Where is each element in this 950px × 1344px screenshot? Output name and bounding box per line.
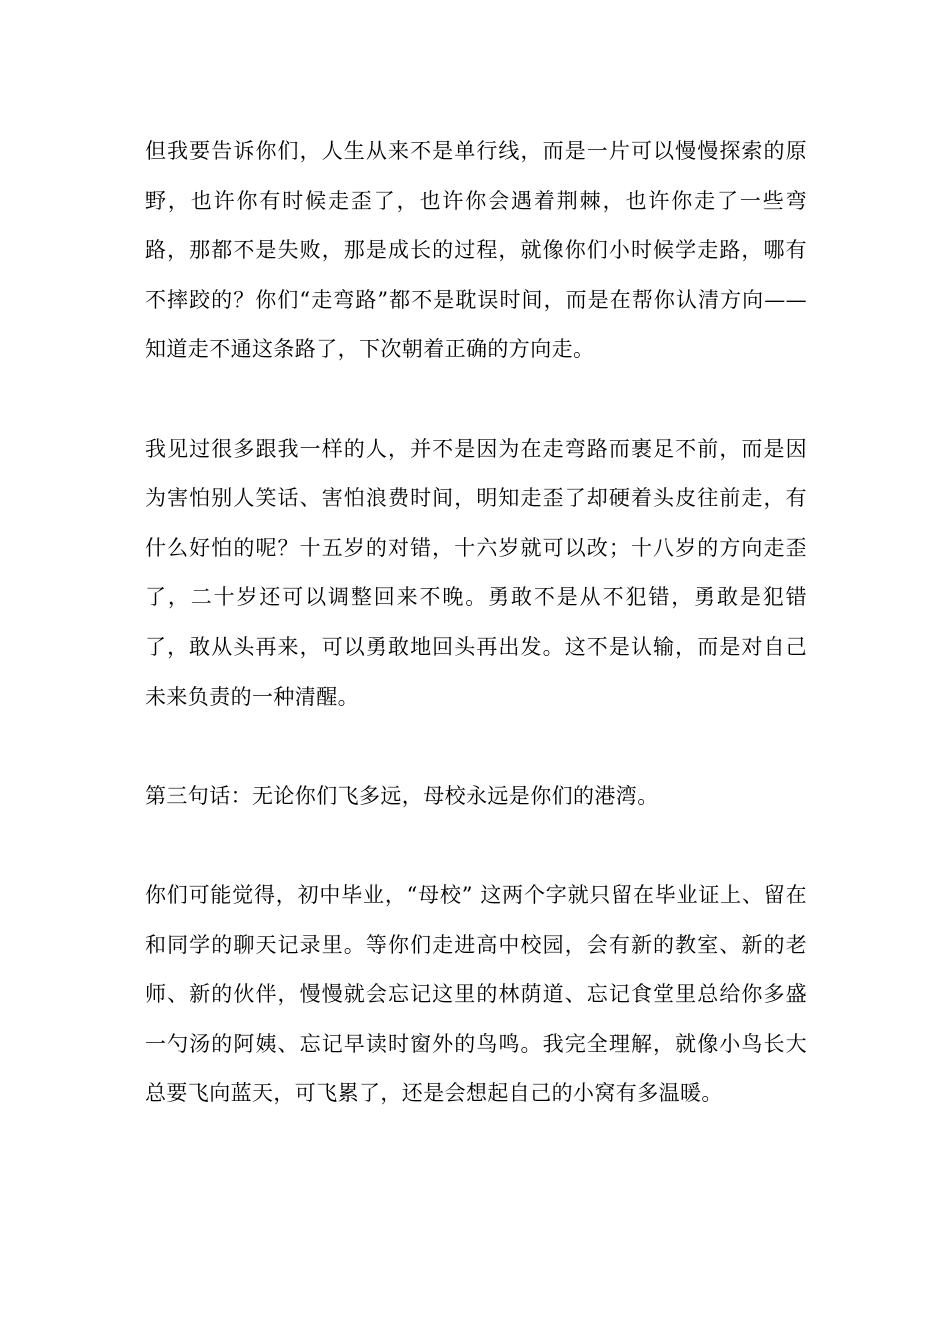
paragraph-wrong-paths: 但我要告诉你们，人生从来不是单行线，而是一片可以慢慢探索的原野，也许你有时候走歪了，也许你会遇着荆棘，也许你走了一些弯路，那都不是失败，那是成长的过程，就像你们小时候学走路，哪有不摔跤的？你们“走弯路”都不是耽误时间，而是在帮你认清方向——知道走不通这条路了，下次朝着正确的方向走。	[145, 139, 807, 362]
paragraph-third-point: 第三句话：无论你们飞多远，母校永远是你们的港湾。	[145, 783, 659, 808]
paragraph-courage: 我见过很多跟我一样的人，并不是因为在走弯路而裹足不前，而是因为害怕别人笑话、害怕浪费时间，明知走歪了却硬着头皮往前走，有什么好怕的呢？十五岁的对错，十六岁就可以改；十八岁的方向走歪了，二十岁还可以调整回来不晚。勇敢不是从不犯错，勇敢是犯错了，敢从头再来，可以勇敢地回头再出发。这不是认输，而是对自己未来负责的一种清醒。	[145, 436, 807, 709]
document-body	[145, 127, 807, 1119]
paragraph-alma-mater: 你们可能觉得，初中毕业，“母校” 这两个字就只留在毕业证上、留在和同学的聊天记录里。等你们走进高中校园，会有新的教室、新的老师、新的伙伴，慢慢就会忘记这里的林荫道、忘记食堂里总给你多盛一勺汤的阿姨、忘记早读时窗外的鸟鸣。我完全理解，就像小鸟长大总要飞向蓝天，可飞累了，还是会想起自己的小窝有多温暖。	[145, 882, 807, 1106]
